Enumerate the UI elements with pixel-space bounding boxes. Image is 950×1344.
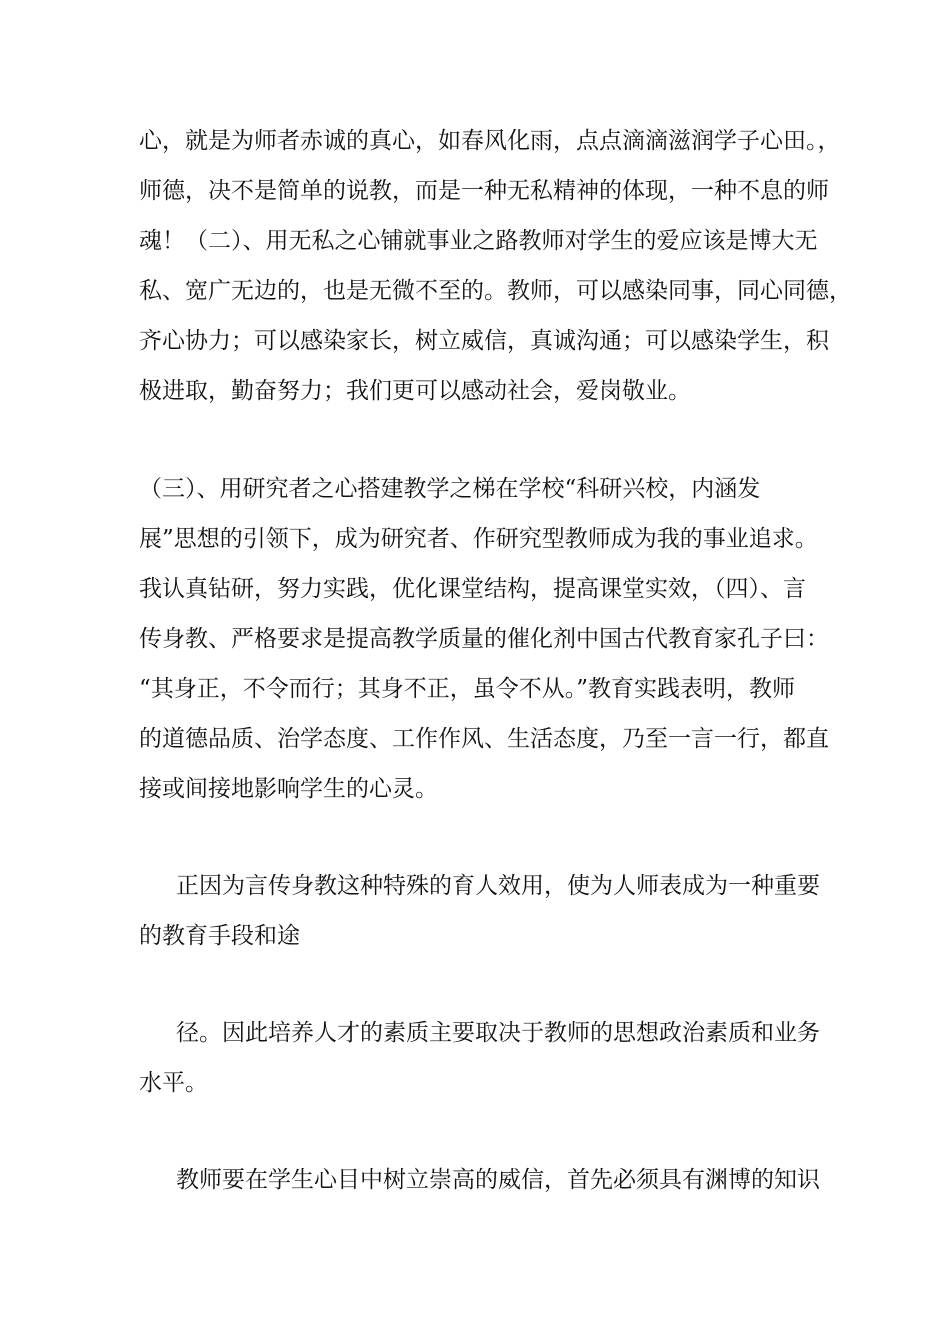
text-line: 师德，决不是简单的说教，而是一种无私精神的体现，一种不息的师 (139, 178, 829, 204)
text-line: 展”思想的引领下，成为研究者、作研究型教师成为我的事业追求。 (139, 526, 818, 552)
text-line: 极进取，勤奋努力；我们更可以感动社会，爱岗敬业。 (139, 378, 691, 404)
text-line: 的教育手段和途 (139, 923, 300, 949)
text-line: 的道德品质、治学态度、工作作风、生活态度，乃至一言一行，都直 (139, 726, 829, 752)
text-line: 正因为言传身教这种特殊的育人效用，使为人师表成为一种重要 (176, 873, 820, 899)
text-line: 接或间接地影响学生的心灵。 (139, 776, 438, 802)
text-line: 私、宽广无边的，也是无微不至的。教师，可以感染同事，同心同德， (139, 278, 852, 304)
text-line: 径。因此培养人才的素质主要取决于教师的思想政治素质和业务 (176, 1020, 820, 1046)
text-line: 魂！（二）、用无私之心铺就事业之路教师对学生的爱应该是博大无 (139, 228, 818, 254)
text-line: 齐心协力；可以感染家长，树立威信，真诚沟通；可以感染学生，积 (139, 328, 829, 354)
text-line: 教师要在学生心目中树立崇高的威信，首先必须具有渊博的知识 (176, 1167, 820, 1193)
text-line: （三）、用研究者之心搭建教学之梯在学校“科研兴校，内涵发 (139, 476, 761, 502)
text-line: 心，就是为师者赤诚的真心，如春风化雨，点点滴滴滋润学子心田。， (139, 128, 841, 154)
text-line: 我认真钻研，努力实践，优化课堂结构，提高课堂实效，（四）、言 (139, 576, 806, 602)
text-line: 水平。 (139, 1070, 208, 1096)
text-line: “其身正，不令而行；其身不正，虽令不从。”教育实践表明，教师 (139, 676, 796, 702)
text-line: 传身教、严格要求是提高教学质量的催化剂中国古代教育家孔子曰： (139, 626, 829, 652)
